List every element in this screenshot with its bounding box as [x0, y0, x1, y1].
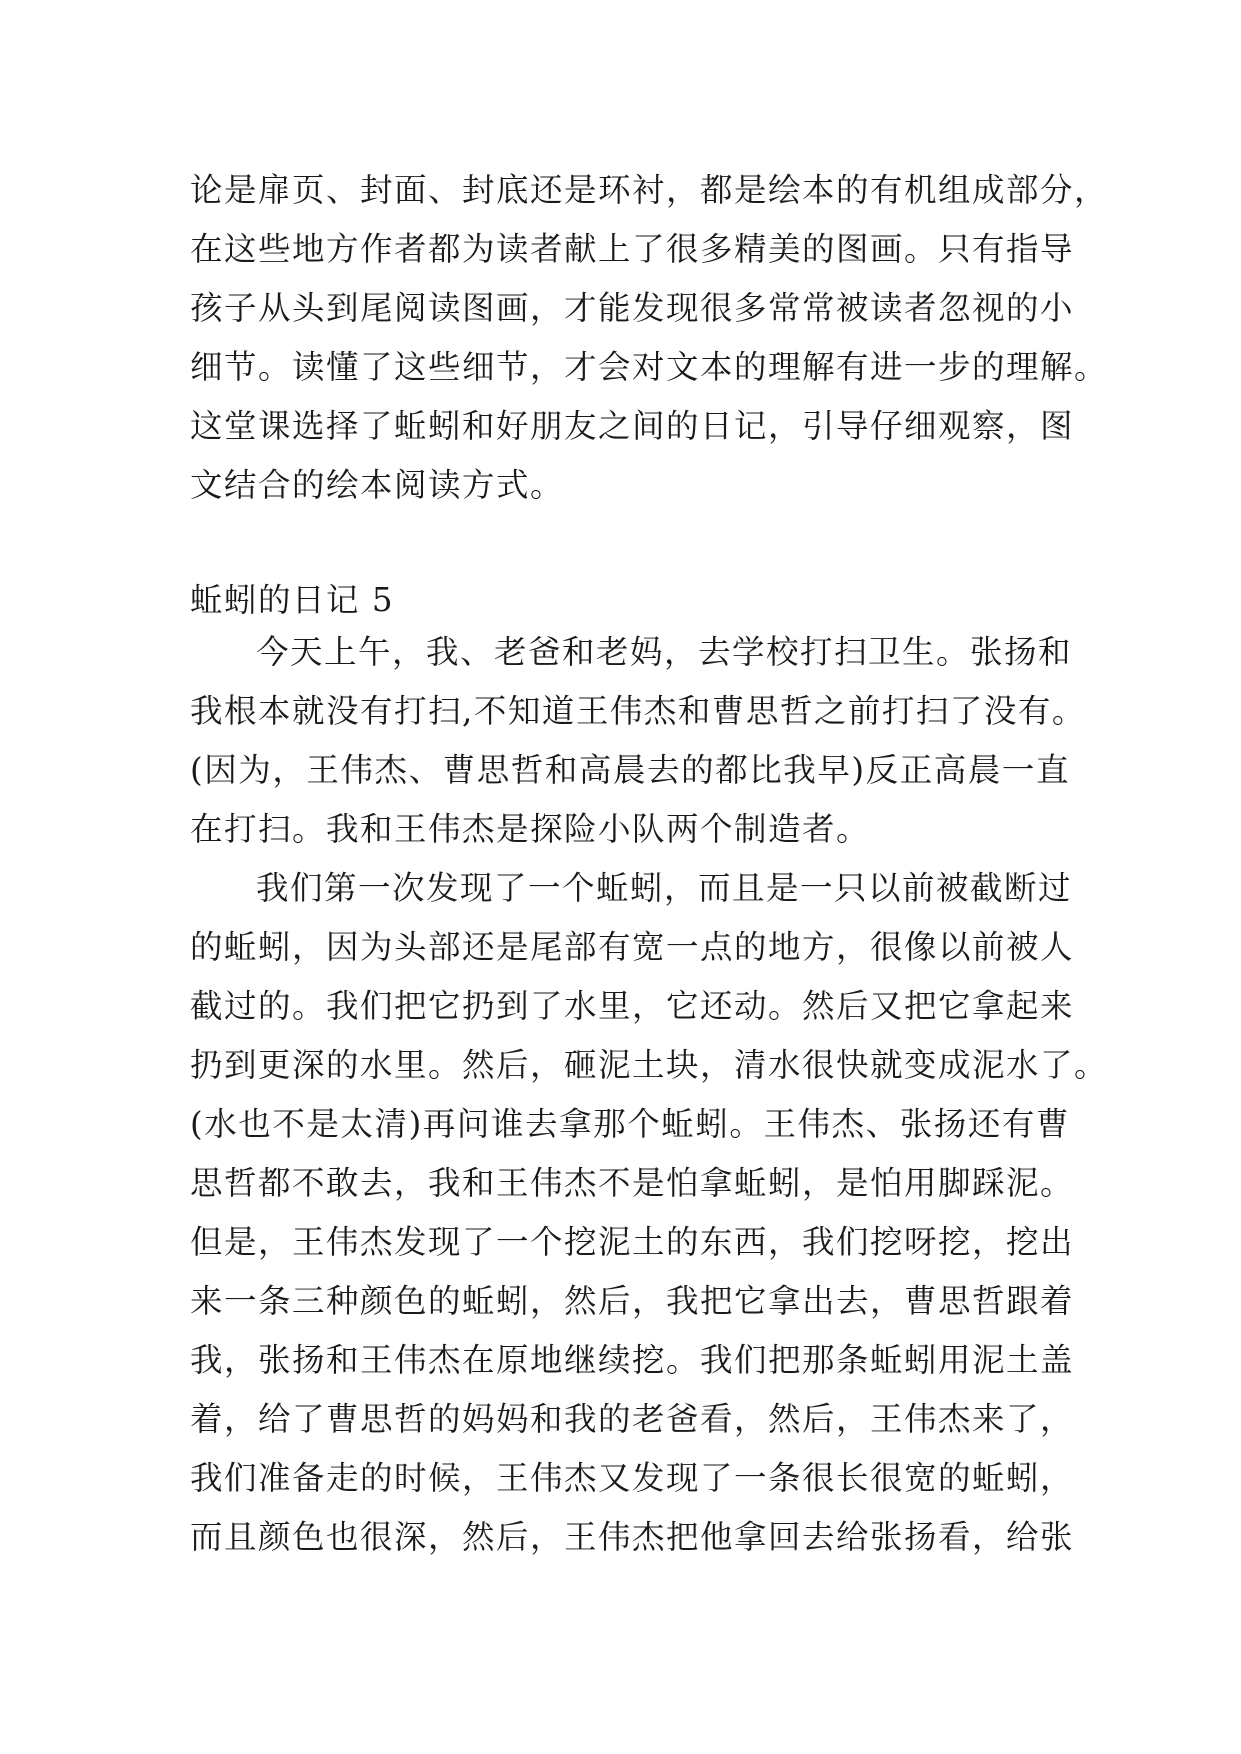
text-line: (水也不是太清)再问谁去拿那个蚯蚓。王伟杰、张扬还有曹	[190, 1105, 1070, 1143]
text-line: 我，张扬和王伟杰在原地继续挖。我们把那条蚯蚓用泥土盖	[190, 1341, 1075, 1379]
text-line: 细节。读懂了这些细节，才会对文本的理解有进一步的理解。	[190, 348, 1109, 386]
text-line: 的蚯蚓，因为头部还是尾部有宽一点的地方，很像以前被人	[190, 928, 1075, 966]
text-line: 在打扫。我和王伟杰是探险小队两个制造者。	[190, 810, 871, 848]
text-line: 文结合的绘本阅读方式。	[190, 466, 565, 504]
text-line: 我们准备走的时候，王伟杰又发现了一条很长很宽的蚯蚓，	[190, 1459, 1075, 1497]
text-line: 扔到更深的水里。然后，砸泥土块，清水很快就变成泥水了。	[190, 1046, 1109, 1084]
text-line: 来一条三种颜色的蚯蚓，然后，我把它拿出去，曹思哲跟着	[190, 1282, 1075, 1320]
text-line: 孩子从头到尾阅读图画，才能发现很多常常被读者忽视的小	[190, 289, 1075, 327]
text-line: 截过的。我们把它扔到了水里，它还动。然后又把它拿起来	[190, 987, 1075, 1025]
text-line: 这堂课选择了蚯蚓和好朋友之间的日记，引导仔细观察，图	[190, 407, 1075, 445]
diary-body	[190, 623, 1109, 1567]
section-heading	[190, 571, 1070, 630]
text-line: 但是，王伟杰发现了一个挖泥土的东西，我们挖呀挖，挖出	[190, 1223, 1075, 1261]
text-line: 论是扉页、封面、封底还是环衬，都是绘本的有机组成部分，	[190, 171, 1109, 209]
text-line: 而且颜色也很深，然后，王伟杰把他拿回去给张扬看，给张	[190, 1518, 1075, 1556]
text-line: 思哲都不敢去，我和王伟杰不是怕拿蚯蚓，是怕用脚踩泥。	[190, 1164, 1075, 1202]
paragraph-first-line: 今天上午，我、老爸和老妈，去学校打扫卫生。张扬和	[256, 633, 1073, 671]
text-line: 在这些地方作者都为读者献上了很多精美的图画。只有指导	[190, 230, 1075, 268]
paragraph-first-line: 我们第一次发现了一个蚯蚓，而且是一只以前被截断过	[256, 869, 1073, 907]
text-line: 我根本就没有打扫,不知道王伟杰和曹思哲之前打扫了没有。	[190, 692, 1086, 730]
text-line: (因为，王伟杰、曹思哲和高晨去的都比我早)反正高晨一直	[190, 751, 1070, 789]
text-line: 着，给了曹思哲的妈妈和我的老爸看，然后，王伟杰来了，	[190, 1400, 1075, 1438]
intro-paragraph	[190, 161, 1109, 515]
section-title: 蚯蚓的日记 5	[190, 581, 395, 619]
